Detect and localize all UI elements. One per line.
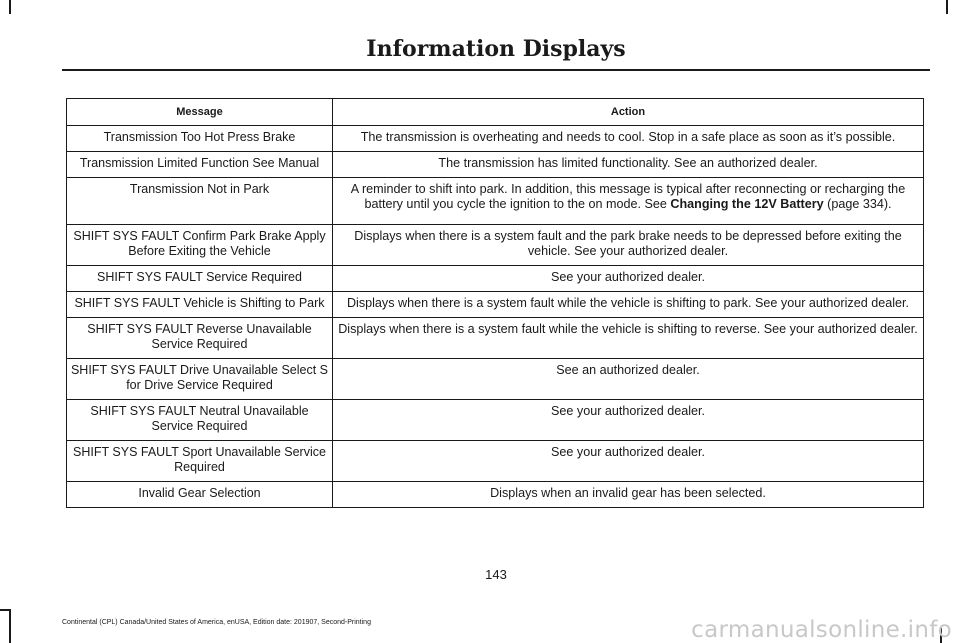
message-cell: SHIFT SYS FAULT Drive Unavailable Select S for Drive Service Required — [67, 359, 333, 400]
table-row — [67, 318, 924, 359]
crop-mark-bottom-left-h — [0, 609, 11, 611]
action-cell: The transmission is overheating and needs to cool. Stop in a safe place as soon as it’s possible. — [333, 126, 924, 152]
action-cell: See your authorized dealer. — [333, 400, 924, 441]
table-row — [67, 292, 924, 318]
action-text: A reminder to shift into park. In addition, this message is typical after reconnecting or recharging the battery until you cycle the ignition to the on mode. See — [350, 182, 906, 211]
message-cell: SHIFT SYS FAULT Service Required — [67, 266, 333, 292]
crop-mark-top-left — [9, 0, 11, 14]
cross-reference-link[interactable]: Changing the 12V Battery — [670, 197, 824, 211]
action-cell: See an authorized dealer. — [333, 359, 924, 400]
message-cell: Invalid Gear Selection — [67, 482, 333, 508]
message-cell: SHIFT SYS FAULT Reverse Unavailable Service Required — [67, 318, 333, 359]
column-header-message: Message — [67, 99, 333, 126]
action-cell: See your authorized dealer. — [333, 266, 924, 292]
page-title: Information Displays — [366, 36, 626, 62]
action-cell: See your authorized dealer. — [333, 441, 924, 482]
action-cell: Displays when there is a system fault while the vehicle is shifting to park. See your authorized dealer. — [333, 292, 924, 318]
column-header-action: Action — [333, 99, 924, 126]
message-table — [66, 98, 924, 508]
table-header-row — [67, 99, 924, 126]
action-text: (page 334). — [823, 197, 892, 211]
table-row — [67, 178, 924, 225]
table-row — [67, 152, 924, 178]
message-cell: Transmission Limited Function See Manual — [67, 152, 333, 178]
page-number: 143 — [485, 567, 507, 582]
table-row — [67, 359, 924, 400]
table-row — [67, 400, 924, 441]
crop-mark-top-right — [946, 0, 948, 14]
table-row — [67, 266, 924, 292]
message-cell: SHIFT SYS FAULT Vehicle is Shifting to Park — [67, 292, 333, 318]
table-row — [67, 482, 924, 508]
message-cell: SHIFT SYS FAULT Sport Unavailable Service Required — [67, 441, 333, 482]
footer-edition: Continental (CPL) Canada/United States of America, enUSA, Edition date: 201907, Second-Printing — [62, 619, 371, 626]
header-rule — [62, 69, 930, 71]
table-row — [67, 225, 924, 266]
watermark: carmanualsonline.info — [691, 617, 952, 643]
action-cell: Displays when there is a system fault and the park brake needs to be depressed before exiting the vehicle. See your authorized dealer. — [333, 225, 924, 266]
message-cell: Transmission Too Hot Press Brake — [67, 126, 333, 152]
message-cell: SHIFT SYS FAULT Neutral Unavailable Service Required — [67, 400, 333, 441]
message-cell: Transmission Not in Park — [67, 178, 333, 225]
table-row — [67, 441, 924, 482]
table-row — [67, 126, 924, 152]
crop-mark-bottom-left — [9, 609, 11, 643]
action-cell: Displays when an invalid gear has been selected. — [333, 482, 924, 508]
action-cell: The transmission has limited functionality. See an authorized dealer. — [333, 152, 924, 178]
message-cell: SHIFT SYS FAULT Confirm Park Brake Apply Before Exiting the Vehicle — [67, 225, 333, 266]
action-cell — [333, 178, 924, 225]
action-cell: Displays when there is a system fault while the vehicle is shifting to reverse. See your authorized dealer. — [333, 318, 924, 359]
